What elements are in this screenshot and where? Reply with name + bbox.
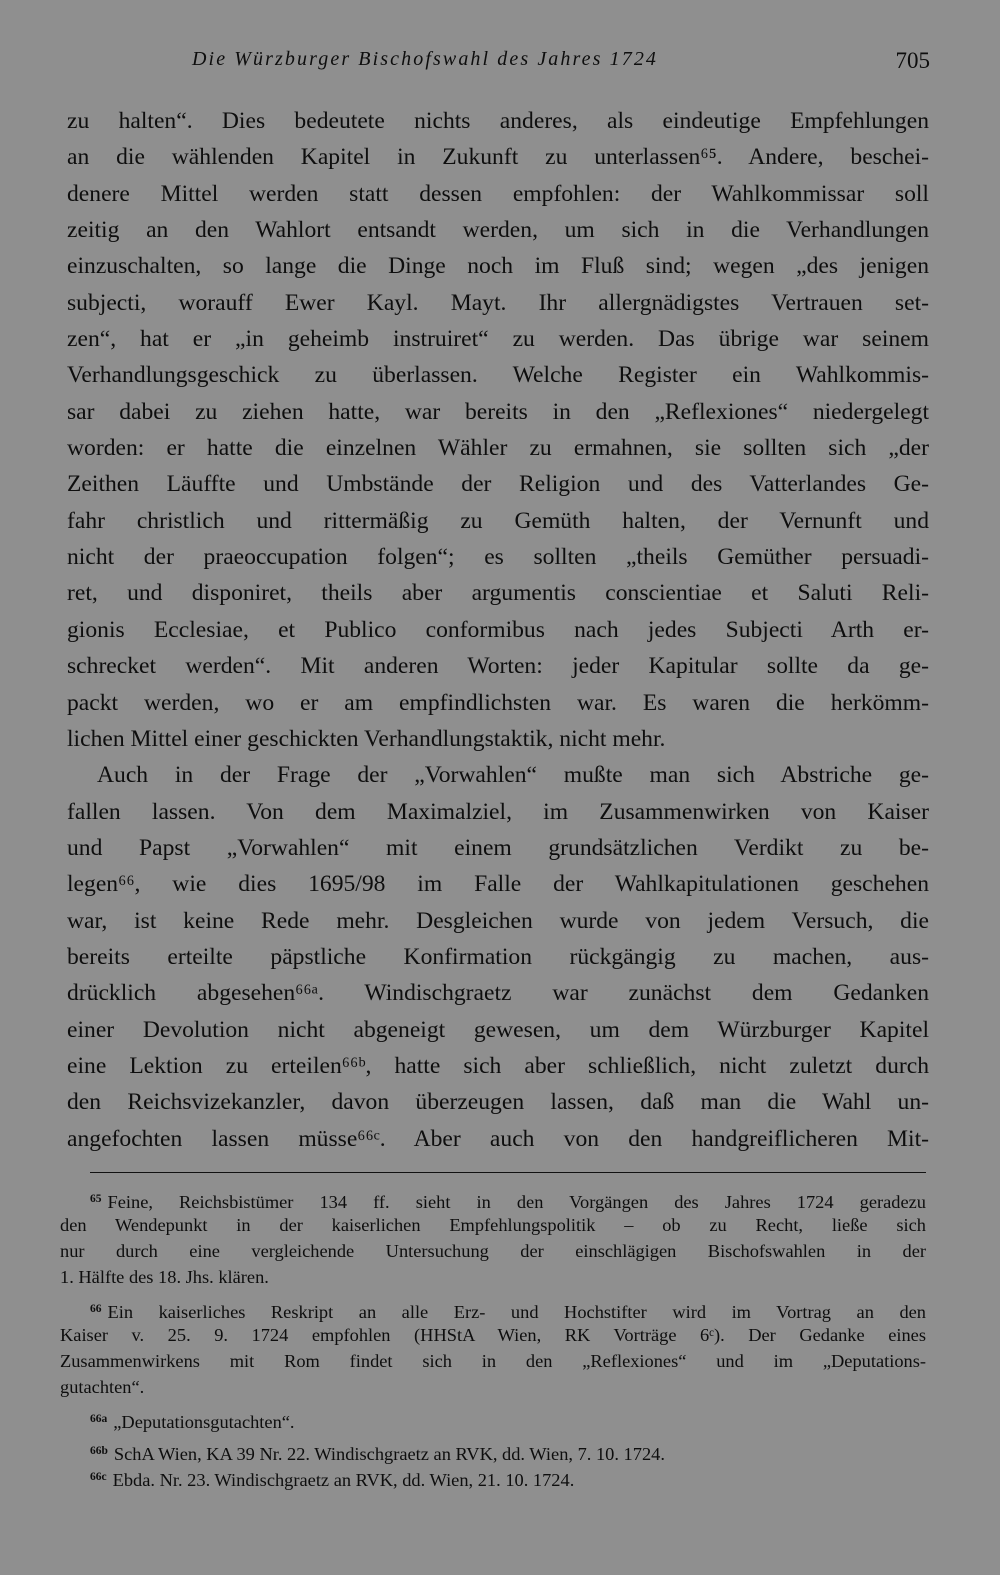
footnote-line: Kaiser v. 25. 9. 1724 empfohlen (HHStA Wien, RK Vorträge 6ᶜ). Der Gedanke eines bbox=[60, 1325, 926, 1345]
body-line: zu halten“. Dies bedeutete nichts anderes, als eindeutige Empfehlungen bbox=[67, 108, 929, 134]
body-line: angefochten lassen müsse⁶⁶ᶜ. Aber auch von den handgreiflicheren Mit- bbox=[67, 1125, 929, 1152]
body-line: fallen lassen. Von dem Maximalziel, im Zusammenwirken von Kaiser bbox=[67, 798, 929, 825]
footnotes bbox=[60, 1186, 926, 1496]
body-line: lichen Mittel einer geschickten Verhandlungstaktik, nicht mehr. bbox=[67, 725, 666, 752]
footnote-line: Zusammenwirkens mit Rom findet sich in den „Reflexiones“ und im „Deputations- bbox=[60, 1351, 926, 1371]
body-line: nicht der praeoccupation folgen“; es sollten „theils Gemüther persuadi- bbox=[67, 544, 929, 571]
footnote-text: Ein kaiserliches Reskript an alle Erz- und Hochstifter wird im Vortrag an den bbox=[107, 1302, 926, 1322]
footnote bbox=[60, 1186, 926, 1290]
footnote-text: „Deputationsgutachten“. bbox=[113, 1412, 295, 1432]
footnote-line bbox=[60, 1406, 926, 1432]
body-text bbox=[67, 103, 929, 1157]
body-line: Auch in der Frage der „Vorwahlen“ mußte man sich Abstriche ge- bbox=[97, 762, 929, 789]
body-line: packt werden, wo er am empfindlichsten war. Es waren die herkömm- bbox=[67, 689, 929, 716]
footnote-line: den Wendepunkt in der kaiserlichen Empfehlungspolitik – ob zu Recht, ließe sich bbox=[60, 1215, 926, 1235]
footnote bbox=[60, 1438, 926, 1464]
footnote-mark: 66c bbox=[90, 1471, 107, 1483]
body-line: einer Devolution nicht abgeneigt gewesen, um dem Würzburger Kapitel bbox=[67, 1016, 929, 1043]
footnote-line: 1. Hälfte des 18. Jhs. klären. bbox=[60, 1267, 269, 1287]
footnote-mark: 66b bbox=[90, 1445, 108, 1457]
body-line: eine Lektion zu erteilen⁶⁶ᵇ, hatte sich aber schließlich, nicht zuletzt durch bbox=[67, 1052, 929, 1079]
body-line: einzuschalten, so lange die Dinge noch im Fluß sind; wegen „des jenigen bbox=[67, 253, 929, 280]
footnote-line: nur durch eine vergleichende Untersuchung der einschlägigen Bischofswahlen in der bbox=[60, 1241, 926, 1261]
footnote-rule bbox=[90, 1172, 926, 1173]
footnote-line bbox=[60, 1186, 926, 1212]
body-line: denere Mittel werden statt dessen empfohlen: der Wahlkommissar soll bbox=[67, 180, 929, 207]
footnote-mark: 65 bbox=[90, 1193, 102, 1205]
footnote-line bbox=[60, 1438, 926, 1464]
body-line: legen⁶⁶, wie dies 1695/98 im Falle der Wahlkapitulationen geschehen bbox=[67, 871, 929, 898]
body-line: fahr christlich und rittermäßig zu Gemüth halten, der Vernunft und bbox=[67, 507, 929, 534]
body-line: den Reichsvizekanzler, davon überzeugen lassen, daß man die Wahl un- bbox=[67, 1089, 929, 1116]
footnote bbox=[60, 1464, 926, 1490]
footnote bbox=[60, 1296, 926, 1400]
body-line: war, ist keine Rede mehr. Desgleichen wurde von jedem Versuch, die bbox=[67, 907, 929, 934]
footnote-line bbox=[60, 1464, 926, 1490]
page-number: 705 bbox=[895, 48, 930, 73]
running-title: Die Würzburger Bischofswahl des Jahres 1724 bbox=[192, 48, 659, 70]
footnote bbox=[60, 1406, 926, 1432]
body-line: drücklich abgesehen⁶⁶ᵃ. Windischgraetz war zunächst dem Gedanken bbox=[67, 980, 929, 1007]
body-line: Zeithen Läuffte und Umbstände der Religion und des Vatterlandes Ge- bbox=[67, 471, 929, 498]
footnote-mark: 66 bbox=[90, 1303, 102, 1315]
body-line: ret, und disponiret, theils aber argumentis conscientiae et Saluti Reli- bbox=[67, 580, 929, 607]
body-line: subjecti, worauff Ewer Kayl. Mayt. Ihr allergnädigstes Vertrauen set- bbox=[67, 289, 929, 316]
footnote-line bbox=[60, 1296, 926, 1322]
footnote-text: Ebda. Nr. 23. Windischgraetz an RVK, dd. Wien, 21. 10. 1724. bbox=[112, 1470, 575, 1490]
running-head bbox=[192, 46, 930, 80]
body-line: sar dabei zu ziehen hatte, war bereits in den „Reflexiones“ niedergelegt bbox=[67, 398, 929, 425]
footnote-text: SchA Wien, KA 39 Nr. 22. Windischgraetz an RVK, dd. Wien, 7. 10. 1724. bbox=[113, 1444, 665, 1464]
body-line: Verhandlungsgeschick zu überlassen. Welche Register ein Wahlkommis- bbox=[67, 362, 929, 389]
footnote-mark: 66a bbox=[90, 1413, 108, 1425]
body-line: schrecket werden“. Mit anderen Worten: jeder Kapitular sollte da ge- bbox=[67, 653, 929, 680]
body-line: zeitig an den Wahlort entsandt werden, um sich in die Verhandlungen bbox=[67, 217, 929, 244]
body-line: gionis Ecclesiae, et Publico conformibus nach jedes Subjecti Arth er- bbox=[67, 616, 929, 643]
footnote-line: gutachten“. bbox=[60, 1377, 145, 1397]
body-line: an die wählenden Kapitel in Zukunft zu unterlassen⁶⁵. Andere, beschei- bbox=[67, 144, 929, 171]
body-line: worden: er hatte die einzelnen Wähler zu ermahnen, sie sollten sich „der bbox=[67, 435, 929, 462]
body-line: zen“, hat er „in geheimb instruiret“ zu werden. Das übrige war seinem bbox=[67, 326, 929, 353]
body-line: bereits erteilte päpstliche Konfirmation rückgängig zu machen, aus- bbox=[67, 943, 929, 970]
footnote-text: Feine, Reichsbistümer 134 ff. sieht in den Vorgängen des Jahres 1724 geradezu bbox=[107, 1192, 926, 1212]
body-line: und Papst „Vorwahlen“ mit einem grundsätzlichen Verdikt zu be- bbox=[67, 834, 929, 861]
